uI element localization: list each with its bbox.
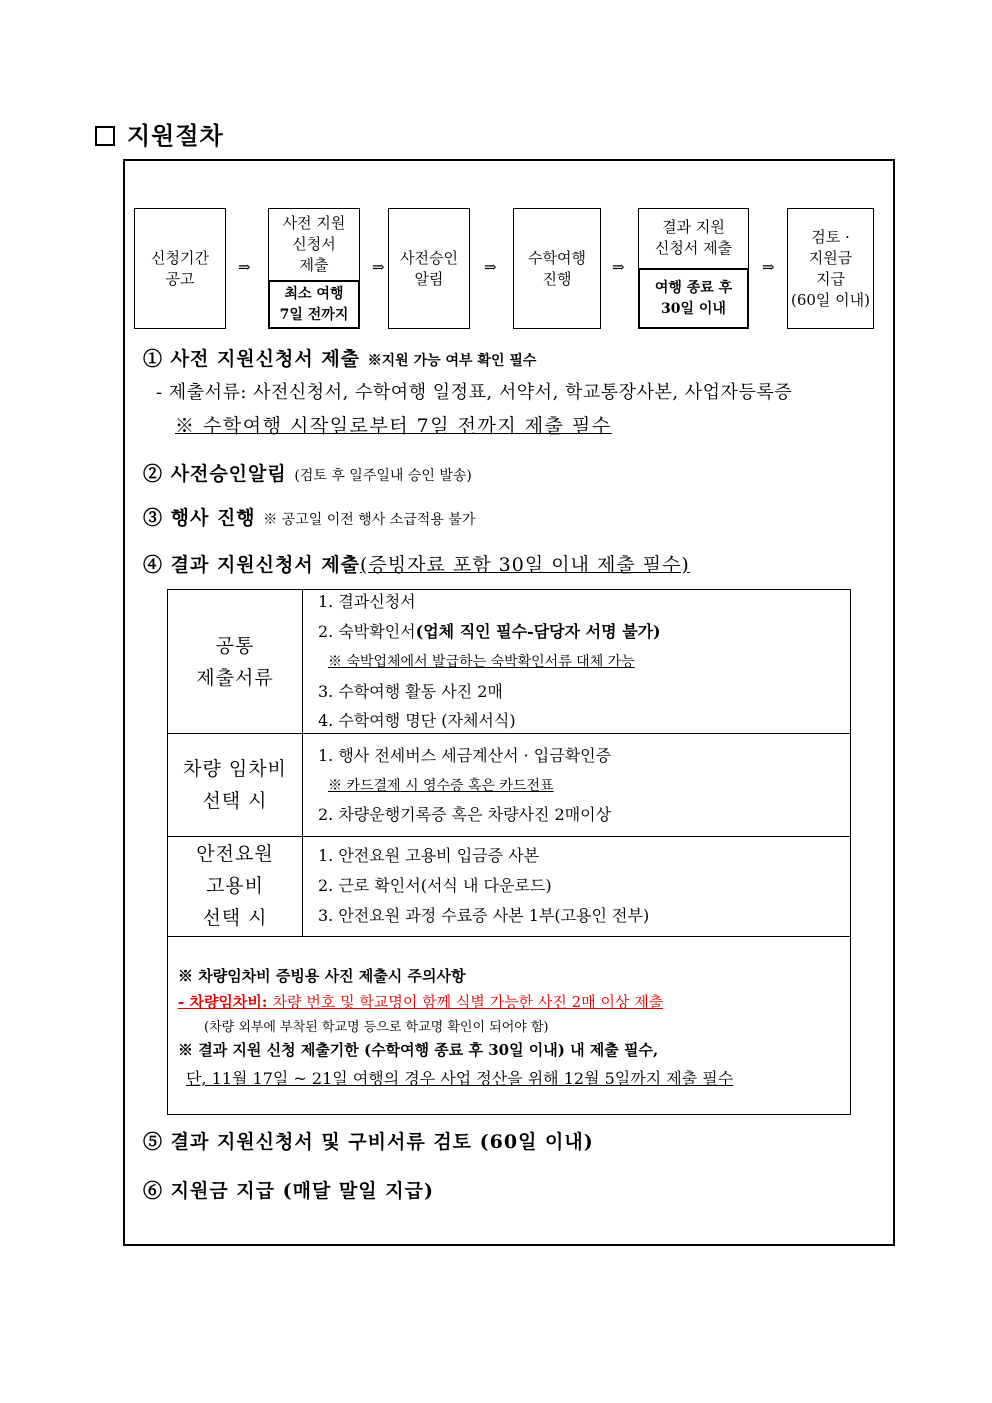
category-vehicle: 차량 임차비 선택 시 <box>183 757 287 812</box>
notes-vehicle-photo: - 차량임차비: 차량 번호 및 학교명이 함께 식별 가능한 사진 2매 이상 제출 <box>178 993 664 1011</box>
row-divider <box>168 936 850 937</box>
list-item: 2. 숙박확인서(업체 직인 필수-담당자 서명 불가) <box>318 622 661 641</box>
step-3: ③ 행사 진행 ※ 공고일 이전 행사 소급적용 불가 <box>143 507 476 529</box>
flow-box-result-application: 결과 지원 신청서 제출 여행 종료 후 30일 이내 <box>638 208 749 329</box>
flow-box-trip: 수학여행 진행 <box>513 208 601 329</box>
category-safety: 안전요원 고용비 선택 시 <box>196 843 274 929</box>
list-item: 3. 수학여행 활동 사진 2매 <box>318 682 503 701</box>
flow-box-announcement: 신청기간 공고 <box>134 208 226 329</box>
notes-deadline: ※ 결과 지원 신청 제출기한 (수학여행 종료 후 30일 이내) 내 제출 필수, <box>178 1041 659 1059</box>
list-item: 1. 결과신청서 <box>318 592 416 611</box>
flow-box-pre-application: 사전 지원 신청서 제출 최소 여행 7일 전까지 <box>268 208 360 329</box>
checkbox-square-icon <box>95 126 115 146</box>
step-1-documents: - 제출서류: 사전신청서, 수학여행 일정표, 서약서, 학교통장사본, 사업자등록증 <box>156 382 793 403</box>
flow-arrow: ⇒ <box>372 258 385 276</box>
list-item: 2. 근로 확인서(서식 내 다운로드) <box>318 876 552 895</box>
flow-box-pre-approval: 사전승인 알림 <box>388 208 470 329</box>
documents-table <box>167 589 851 1115</box>
step-1-deadline-note: ※ 수학여행 시작일로부터 7일 전까지 제출 필수 <box>175 415 612 437</box>
notes-vehicle-detail: (차량 외부에 부착된 학교명 등으로 학교명 확인이 되어야 함) <box>204 1020 549 1035</box>
step-4: ④ 결과 지원신청서 제출(증빙자료 포함 30일 이내 제출 필수) <box>143 554 690 576</box>
section-title: 지원절차 <box>95 116 224 151</box>
list-item: 2. 차량운행기록증 혹은 차량사진 2매이상 <box>318 805 612 824</box>
list-item: 4. 수학여행 명단 (자체서식) <box>318 711 516 730</box>
category-common: 공통 제출서류 <box>196 634 274 689</box>
flow-arrow: ⇒ <box>762 258 775 276</box>
step-6: ⑥ 지원금 지급 (매달 말일 지급) <box>143 1180 434 1202</box>
column-divider <box>302 590 303 936</box>
flow-box-deadline: 여행 종료 후 30일 이내 <box>638 268 749 329</box>
list-item: 3. 안전요원 과정 수료증 사본 1부(고용인 전부) <box>318 906 650 925</box>
step-1: ① 사전 지원신청서 제출 ※지원 가능 여부 확인 필수 <box>143 348 537 370</box>
flow-arrow: ⇒ <box>238 258 251 276</box>
list-item: 1. 행사 전세버스 세금계산서 · 입금확인증 <box>318 746 612 765</box>
flow-arrow: ⇒ <box>484 258 497 276</box>
flow-box-deadline: 최소 여행 7일 전까지 <box>268 280 360 329</box>
step-5: ⑤ 결과 지원신청서 및 구비서류 검토 (60일 이내) <box>143 1131 594 1153</box>
flow-arrow: ⇒ <box>612 258 625 276</box>
notes-exception: 단, 11월 17일 ~ 21일 여행의 경우 사업 정산을 위해 12월 5일까지 제출 필수 <box>186 1069 734 1088</box>
list-item-note: ※ 카드결제 시 영수증 혹은 카드전표 <box>328 778 554 794</box>
list-item: 1. 안전요원 고용비 입금증 사본 <box>318 846 540 865</box>
list-item-note: ※ 숙박업체에서 발급하는 숙박확인서류 대체 가능 <box>328 654 635 670</box>
step-2: ② 사전승인알림 (검토 후 일주일내 승인 발송) <box>143 463 472 485</box>
flow-box-review-payment: 검토 · 지원금 지급 (60일 이내) <box>787 208 874 329</box>
notes-heading: ※ 차량임차비 증빙용 사진 제출시 주의사항 <box>178 967 466 985</box>
